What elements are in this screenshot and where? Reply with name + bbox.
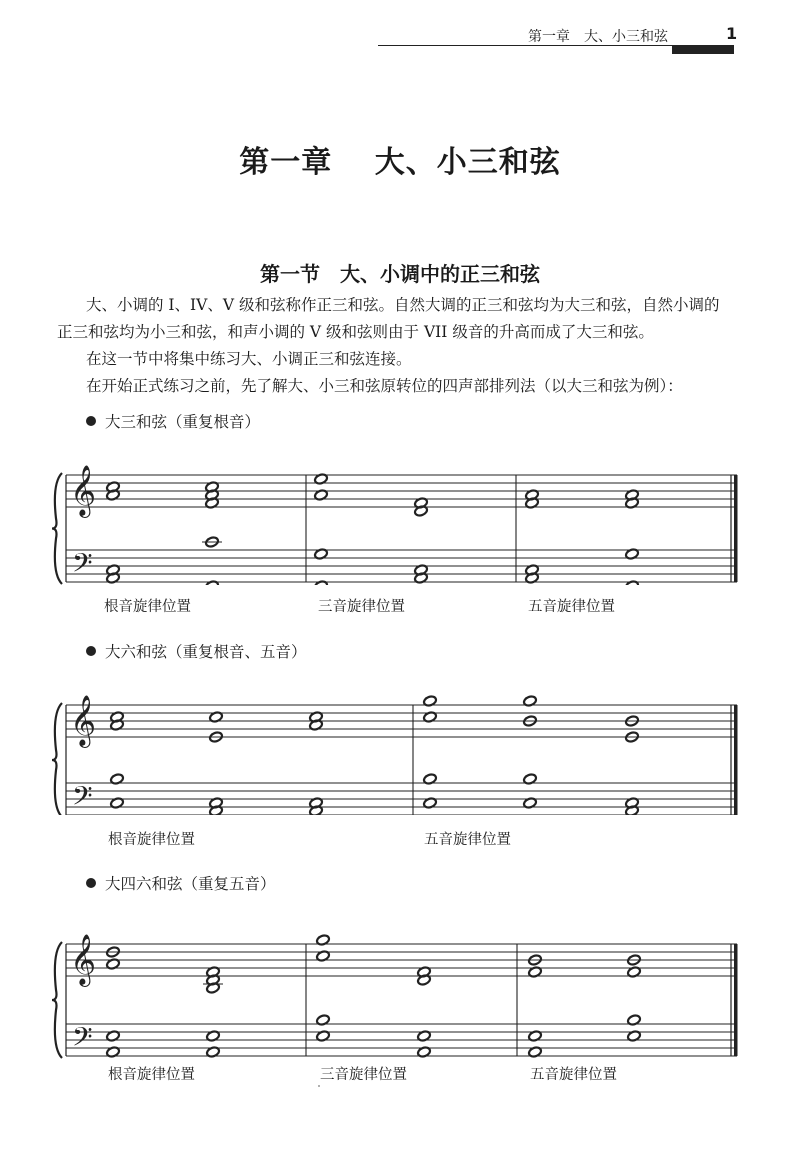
position-label: 根音旋律位置 <box>104 599 191 615</box>
position-label: 根音旋律位置 <box>108 1067 195 1083</box>
final-bar-thick <box>734 944 738 1056</box>
treble-clef-icon: 𝄞 <box>70 934 97 985</box>
bass-clef-icon: 𝄢 <box>72 1021 93 1059</box>
header-bar <box>672 45 734 54</box>
music-score-3 <box>0 920 800 1060</box>
position-label: 根音旋律位置 <box>108 832 195 848</box>
bullet-icon <box>86 878 96 888</box>
example-heading <box>86 640 307 662</box>
example-heading <box>86 872 276 894</box>
score-svg-2 <box>0 685 800 815</box>
paragraph-line: 正三和弦均为小三和弦，和声小调的 V 级和弦则由于 VII 级音的升高而成了大三和弦。 <box>57 323 654 341</box>
final-bar-thick <box>734 705 738 815</box>
position-label: 五音旋律位置 <box>528 599 615 615</box>
section-title: 第一节 大、小调中的正三和弦 <box>260 262 540 286</box>
position-label: 三音旋律位置 <box>318 599 405 615</box>
bass-clef-icon: 𝄢 <box>72 780 93 815</box>
bullet-icon <box>86 416 96 426</box>
score-svg-3 <box>0 920 800 1060</box>
position-label: 五音旋律位置 <box>424 832 511 848</box>
bullet-icon <box>86 646 96 656</box>
page-speck <box>318 1085 320 1087</box>
brace <box>52 942 62 1058</box>
running-header <box>0 0 800 60</box>
bass-clef-icon: 𝄢 <box>72 547 93 585</box>
paragraph-line: 在开始正式练习之前，先了解大、小三和弦原转位的四声部排列法（以大三和弦为例）： <box>86 377 683 395</box>
final-bar-thick <box>734 475 738 582</box>
example-heading-text: 大四六和弦（重复五音） <box>105 875 276 893</box>
music-score-2 <box>0 685 800 815</box>
treble-clef-icon: 𝄞 <box>70 695 97 746</box>
brace <box>52 473 62 584</box>
paragraph-line: 在这一节中将集中练习大、小调正三和弦连接。 <box>86 350 412 368</box>
brace <box>52 703 62 815</box>
chapter-title: 第一章 大、小三和弦 <box>239 145 561 180</box>
score-svg-1 <box>0 455 800 585</box>
example-heading-text: 大六和弦（重复根音、五音） <box>105 643 307 661</box>
example-heading <box>86 410 260 432</box>
position-label: 三音旋律位置 <box>320 1067 407 1083</box>
example-heading-text: 大三和弦（重复根音） <box>105 413 261 431</box>
treble-clef-icon: 𝄞 <box>70 465 97 516</box>
running-title: 第一章 大、小三和弦 <box>528 29 668 45</box>
page-number: 1 <box>726 24 738 43</box>
paragraph-line: 大、小调的 I、IV、V 级和弦称作正三和弦。自然大调的正三和弦均为大三和弦，自然小调的 <box>86 296 720 314</box>
position-label: 五音旋律位置 <box>530 1067 617 1083</box>
music-score-1 <box>0 455 800 585</box>
